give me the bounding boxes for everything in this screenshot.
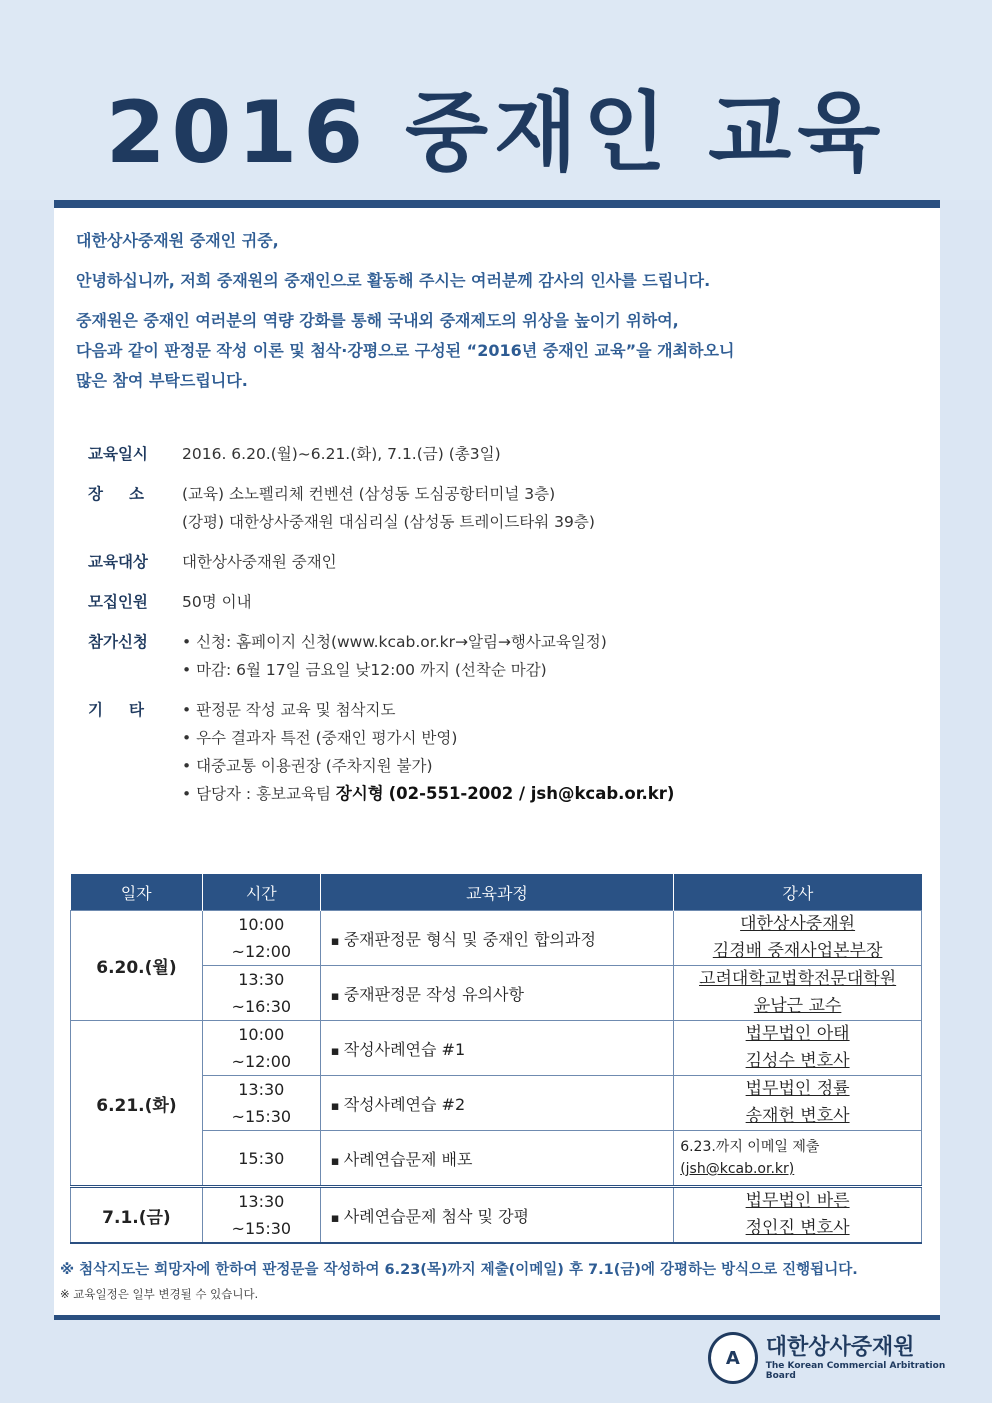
info-label: 기타 <box>88 701 170 719</box>
day-cell: 7.1.(금) <box>71 1187 203 1244</box>
lecturer-name: 윤남근 교수 <box>753 996 842 1016</box>
seal-icon: A <box>708 1332 758 1384</box>
apply-line: • 마감: 6월 17일 금요일 낮12:00 까지 (선착순 마감) <box>182 656 908 684</box>
info-row-capacity <box>88 588 908 616</box>
header-course: 교육과정 <box>320 874 673 911</box>
course-cell: ▪ 작성사례연습 #1 <box>320 1021 673 1076</box>
course-cell: ▪ 작성사례연습 #2 <box>320 1076 673 1131</box>
info-value: 대한상사중재원 중재인 <box>182 553 337 571</box>
day-cell: 6.21.(화) <box>71 1021 203 1187</box>
intro-body-line: 중재원은 중재인 여러분의 역량 강화를 통해 국내외 중재제도의 위상을 높이기 위하여, <box>76 311 679 330</box>
place-line: (교육) 소노펠리체 컨벤션 (삼성동 도심공항터미널 3층) <box>182 485 556 503</box>
info-block <box>88 440 908 820</box>
lecturer-org: 법무법인 정률 <box>745 1079 850 1099</box>
course-cell: ▪ 사례연습문제 첨삭 및 강평 <box>320 1187 673 1244</box>
info-label: 모집인원 <box>88 593 148 611</box>
etc-line: • 판정문 작성 교육 및 첨삭지도 <box>182 696 908 724</box>
time-cell <box>202 1021 320 1076</box>
info-value: 50명 이내 <box>182 593 252 611</box>
schedule-table <box>70 874 922 1244</box>
time-cell <box>202 1131 320 1187</box>
info-label: 참가신청 <box>88 633 148 651</box>
time-start: 10:00 <box>238 915 285 934</box>
header-time: 시간 <box>202 874 320 911</box>
lecturer-name: 송재헌 변호사 <box>745 1106 850 1126</box>
time-cell <box>202 1076 320 1131</box>
etc-line: • 대중교통 이용권장 (주차지원 불가) <box>182 752 908 780</box>
salutation: 대한상사중재원 중재인 귀중, <box>76 231 279 250</box>
lecturer-org: 대한상사중재원 <box>740 914 856 934</box>
page-title: 2016 중재인 교육 <box>105 83 887 183</box>
course-cell: ▪ 사례연습문제 배포 <box>320 1131 673 1187</box>
table-header-row <box>71 874 922 911</box>
course-cell: ▪ 중재판정문 작성 유의사항 <box>320 966 673 1021</box>
intro-text <box>76 226 926 406</box>
time-end: ~15:30 <box>231 1107 292 1126</box>
info-row-place <box>88 480 908 536</box>
info-label: 교육일시 <box>88 445 148 463</box>
header-lecturer: 강사 <box>674 874 922 911</box>
time-start: 10:00 <box>238 1025 285 1044</box>
lecturer-org: 고려대학교법학전문대학원 <box>699 969 897 989</box>
info-row-target <box>88 548 908 576</box>
info-row-date <box>88 440 908 468</box>
document-sheet <box>54 200 940 1320</box>
submission-email: (jsh@kcab.or.kr) <box>680 1161 795 1177</box>
time-start: 13:30 <box>238 1080 285 1099</box>
time-end: ~12:00 <box>231 1052 292 1071</box>
logo-name-korean: 대한상사중재원 <box>765 1335 915 1360</box>
table-row <box>71 1021 922 1076</box>
footnote-schedule-change: ※ 교육일정은 일부 변경될 수 있습니다. <box>60 1287 259 1301</box>
time-start: 13:30 <box>238 1192 285 1211</box>
contact-info: (02-551-2002 / jsh@kcab.or.kr) <box>388 784 675 803</box>
contact-line <box>182 780 908 808</box>
info-value: 2016. 6.20.(월)~6.21.(화), 7.1.(금) (총3일) <box>182 445 501 463</box>
time-end: ~12:00 <box>231 942 292 961</box>
logo-text <box>766 1335 968 1381</box>
header-date: 일자 <box>71 874 203 911</box>
time-start: 13:30 <box>238 970 285 989</box>
greeting: 안녕하십니까, 저희 중재원의 중재인으로 활동해 주시는 여러분께 감사의 인사를 드립니다. <box>76 271 711 290</box>
lecturer-name: 김성수 변호사 <box>745 1051 850 1071</box>
lecturer-cell <box>674 911 922 966</box>
lecturer-name: 김경배 중재사업본부장 <box>712 941 883 961</box>
lecturer-cell <box>674 966 922 1021</box>
info-row-etc <box>88 696 908 808</box>
info-row-apply <box>88 628 908 684</box>
time-end: ~15:30 <box>231 1219 292 1238</box>
lecturer-cell <box>674 1021 922 1076</box>
lecturer-org: 법무법인 바른 <box>745 1191 850 1211</box>
lecturer-cell <box>674 1076 922 1131</box>
time-cell <box>202 966 320 1021</box>
info-value <box>182 628 908 684</box>
intro-body-line: 많은 참여 부탁드립니다. <box>76 371 248 390</box>
etc-line: • 우수 결과자 특전 (중재인 평가시 반영) <box>182 724 908 752</box>
info-label: 교육대상 <box>88 553 148 571</box>
footnote-review: ※ 첨삭지도는 희망자에 한하여 판정문을 작성하여 6.23(목)까지 제출(이메일) 후 7.1(금)에 강평하는 방식으로 진행됩니다. <box>60 1262 858 1278</box>
table-row <box>71 911 922 966</box>
info-value <box>182 480 908 536</box>
time-end: ~16:30 <box>231 997 292 1016</box>
lecturer-org: 법무법인 아태 <box>745 1024 850 1044</box>
course-cell: ▪ 중재판정문 형식 및 중재인 합의과정 <box>320 911 673 966</box>
apply-line: • 신청: 홈페이지 신청(www.kcab.or.kr→알림→행사교육일정) <box>182 628 908 656</box>
table-row <box>71 1187 922 1244</box>
lecturer-cell <box>674 1187 922 1244</box>
time-cell <box>202 1187 320 1244</box>
submission-deadline: 6.23.까지 이메일 제출 <box>680 1139 820 1155</box>
info-label: 장소 <box>88 485 170 503</box>
contact-name: 장시형 <box>335 784 384 803</box>
day-cell: 6.20.(월) <box>71 911 203 1021</box>
intro-body-line: 다음과 같이 판정문 작성 이론 및 첨삭·강평으로 구성된 “2016년 중재인 교육”을 개최하오니 <box>76 341 735 360</box>
intro-body <box>76 306 926 396</box>
lecturer-name: 정인진 변호사 <box>745 1218 850 1238</box>
time-cell <box>202 911 320 966</box>
submission-cell <box>674 1131 922 1187</box>
time-start: 15:30 <box>238 1148 285 1168</box>
place-line: (강평) 대한상사중재원 대심리실 (삼성동 트레이드타워 39층) <box>182 513 595 531</box>
contact-prefix: 담당자 : 홍보교육팀 <box>196 785 336 803</box>
organization-logo <box>708 1330 968 1386</box>
logo-name-english: The Korean Commercial Arbitration Board <box>765 1361 946 1381</box>
info-value <box>182 696 908 808</box>
